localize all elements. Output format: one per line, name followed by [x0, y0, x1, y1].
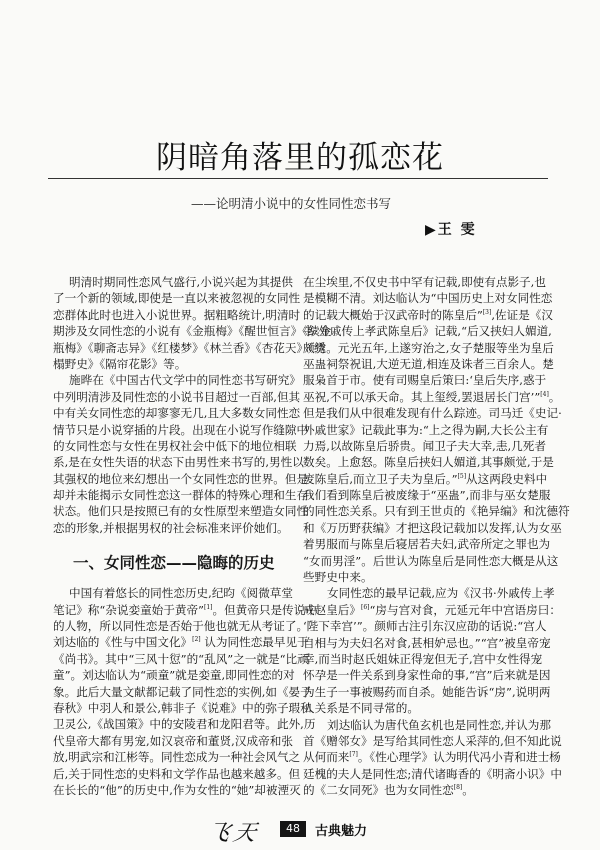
left-column	[53, 274, 332, 798]
text-line: 却并未能揭示女同性恋这一群体的特殊心理和生存	[53, 488, 309, 503]
text-line: 和《万历野获编》才把这段记载加以发挥,认为女巫	[303, 520, 562, 535]
magazine-logo: 飞天	[204, 821, 263, 846]
text-line: 数矣。上愈怒。陈皇后挟妇人媚道,其事颇觉,于是	[303, 455, 554, 470]
footnote-ref: [1]	[203, 603, 213, 611]
title-divider	[48, 178, 548, 179]
text-line: 巫蛊祠祭祝诅,大逆无道,相连及诛者三百余人。楚	[303, 356, 554, 371]
text-line: 春秋》中羽人和景公,韩非子《说难》中的弥子瑕和	[53, 700, 312, 715]
text-line: 巫祝,不可以承天命。其上玺绶,罢退居长门宫’”[4]。	[303, 389, 561, 404]
text-line: 幸,而当时赵氏姐妹正得宠但无子,宫中女性得宠	[303, 651, 543, 666]
text-line: 《尚书》。其中“三风十愆”的“乱风”之一就是“比顽	[53, 651, 309, 666]
text-line: 期涉及女同性恋的小说有《金瓶梅》《醒世恒言》《续金	[53, 324, 332, 339]
article-title: 阴暗角落里的孤恋花	[156, 140, 444, 176]
text-line: 刘达临认为唐代鱼玄机也是同性恋,并认为那	[327, 717, 551, 732]
footnote-ref: [8]	[453, 784, 463, 792]
footnote-ref: [6]	[360, 603, 370, 611]
paragraph	[53, 585, 317, 798]
text-line: 人关系是不同寻常的。	[303, 701, 419, 716]
footnote-ref: [4]	[540, 390, 549, 398]
text-line: 的人物，所以同性恋是否始于他也就无从考证了。	[53, 619, 309, 634]
text-line: 怀孕是一件关系到身家性命的事,“宫”后来就是因	[303, 668, 551, 683]
text-line: 中列明清涉及同性恋的小说书目超过一百部,但其	[53, 389, 301, 404]
text-line: ‘陛下幸宫’”。颜师古注引东汉应劭的话说:“宫人	[303, 619, 547, 634]
footnote-ref: [3]	[482, 308, 492, 316]
text-line: 象。此后大量文献都记载了同性恋的实例,如《晏子	[53, 684, 312, 699]
footnote-ref: [2]	[192, 636, 201, 644]
text-line: 的记载大概始于汉武帝时的陈皇后”[3],佐证是《汉	[303, 307, 553, 322]
text-line: 情节只是小说穿插的片段。出现在小说写作缝隙中	[53, 422, 309, 437]
page-number: 48	[280, 821, 306, 837]
text-line: 刘达临的《性与中国文化》[2] 认为同性恋最早见于	[53, 635, 309, 650]
text-line: 首《赠邻女》是写给其同性恋人采萍的,但不知此说	[303, 733, 562, 748]
text-line: 明清时期同性恋风气盛行,小说兴起为其提供	[69, 275, 293, 289]
text-line: 童”。刘达临认为“顽童”就是娈童,即同性恋的对	[53, 668, 295, 683]
text-line: 的《二女同死》也为女同性恋[8]。	[303, 783, 474, 798]
text-line: 中有关女同性恋的却寥寥无几,且大多数女同性恋	[53, 406, 301, 421]
text-line: 服枭首于市。使有司赐皇后策曰:‘皇后失序,惑于	[303, 373, 547, 388]
text-line: 代皇帝大都有男宠,如汉哀帝和董贤,汉成帝和张	[53, 733, 293, 748]
text-line: 放,明武宗和江彬等。同性恋成为一种社会风气之	[53, 750, 301, 765]
text-line: 后,关于同性恋的史料和文学作品也越来越多。但	[53, 766, 301, 781]
text-line: 但是我们从中很难发现有什么踪迹。司马迁《史记·	[303, 406, 562, 421]
right-column	[303, 274, 570, 799]
text-line: 恋的形象,并根据男权的社会标准来评价她们。	[53, 520, 289, 535]
section-heading: 一、女同性恋——隐晦的历史	[73, 554, 275, 573]
footnote-ref: [7]	[349, 751, 358, 759]
text-line: 状态。他们只是按照已有的女性原型来塑造女同性	[53, 504, 309, 519]
text-line: 我们看到陈皇后被废缘于“巫蛊”,而非与巫女楚服	[303, 488, 551, 503]
author-byline	[425, 219, 477, 239]
paragraph	[53, 274, 332, 372]
text-line: 了一个新的领域,即使是一直以来被忽视的女同性	[53, 291, 301, 306]
text-line: “女而男淫”。后世认为陈皇后是同性恋大概是从这	[303, 553, 559, 568]
text-line: 女同性恋的最早记载,应为《汉书·外戚传上孝	[327, 586, 555, 601]
text-line: 的女同性恋与女性在男权社会中低下的地位相联	[53, 438, 297, 453]
text-line: 为生子一事被赐药而自杀。她能告诉“房”,说明两	[303, 684, 551, 699]
text-line: 系,是在女性失语的状态下由男性来书写的,男性以	[53, 455, 304, 470]
text-line: 在长长的“他”的历史中,作为女性的“她”却被湮灭	[53, 782, 301, 797]
text-line: 榻野史》《隔帘花影》等。	[53, 356, 187, 371]
author-name: 王 雯	[437, 222, 477, 238]
text-line: 恋群体此时也进入小说世界。据粗略统计,明清时	[53, 307, 301, 322]
text-line: 书·外戚传上孝武陈皇后》记载,“后又挟妇人媚道,	[303, 324, 552, 339]
paragraph	[303, 585, 561, 716]
text-line: 外戚世家》记载此事为:“上之得为嗣,大长公主有	[303, 422, 549, 437]
page-footer	[0, 816, 600, 846]
article-subtitle: ——论明清小说中的女性同性恋书写	[190, 196, 391, 211]
text-line: 废陈皇后,而立卫子夫为皇后。”[5]从这两段史料中	[303, 471, 548, 486]
paragraph	[53, 372, 309, 536]
text-line: 力焉,以故陈皇后骄贵。闻卫子夫大幸,恚,几死者	[303, 438, 546, 453]
text-line: 笔记》称“杂说娈童始于黄帝”[1]。但黄帝只是传说中	[53, 602, 317, 617]
text-line: 在尘埃里,不仅史书中罕有记载,即使有点影子,也	[303, 275, 546, 289]
text-line: 廷槐的夫人是同性恋;清代诸晦香的《明斋小识》中	[303, 766, 562, 781]
text-line: 瓶梅》《聊斋志异》《红楼梦》《林兰香》《杏花天》《绣	[53, 340, 326, 355]
text-line: 其强权的地位来幻想出一个女同性恋的世界。但是	[53, 471, 309, 486]
text-line: 施晔在《中国古代文学中的同性恋书写研究》	[69, 373, 301, 388]
footnote-ref: [5]	[457, 472, 467, 480]
text-line: 颇觉。元光五年,上遂穷治之,女子楚服等坐为皇后	[303, 340, 554, 355]
text-line: 的同性恋关系。只有到王世贞的《艳异编》和沈德符	[303, 504, 570, 519]
text-line: 着男服而与陈皇后寝居若夫妇,武帝所定之罪也为	[303, 537, 551, 552]
text-line: 是模糊不清。刘达临认为“中国历史上对女同性恋	[303, 291, 553, 306]
text-line: 自相与为夫妇名对食,甚相妒忌也。”“宫”被皇帝宠	[303, 635, 551, 650]
text-line: 成赵皇后》[6]“房与宫对食，元延元年中宫语房曰：	[303, 602, 561, 617]
text-line: 卫灵公,《战国策》中的安陵君和龙阳君等。此外,历	[53, 717, 316, 732]
author-marker-icon: ▶	[425, 222, 438, 238]
paragraph	[303, 274, 570, 585]
section-name: 古典魅力	[315, 824, 368, 839]
paragraph	[303, 717, 562, 799]
text-line: 从何而来[7]。《性心理学》认为明代冯小青和进士杨	[303, 750, 561, 765]
text-line: 中国有着悠长的同性恋历史,纪昀《阅微草堂	[69, 586, 293, 601]
text-line: 些野史中来。	[303, 570, 373, 585]
